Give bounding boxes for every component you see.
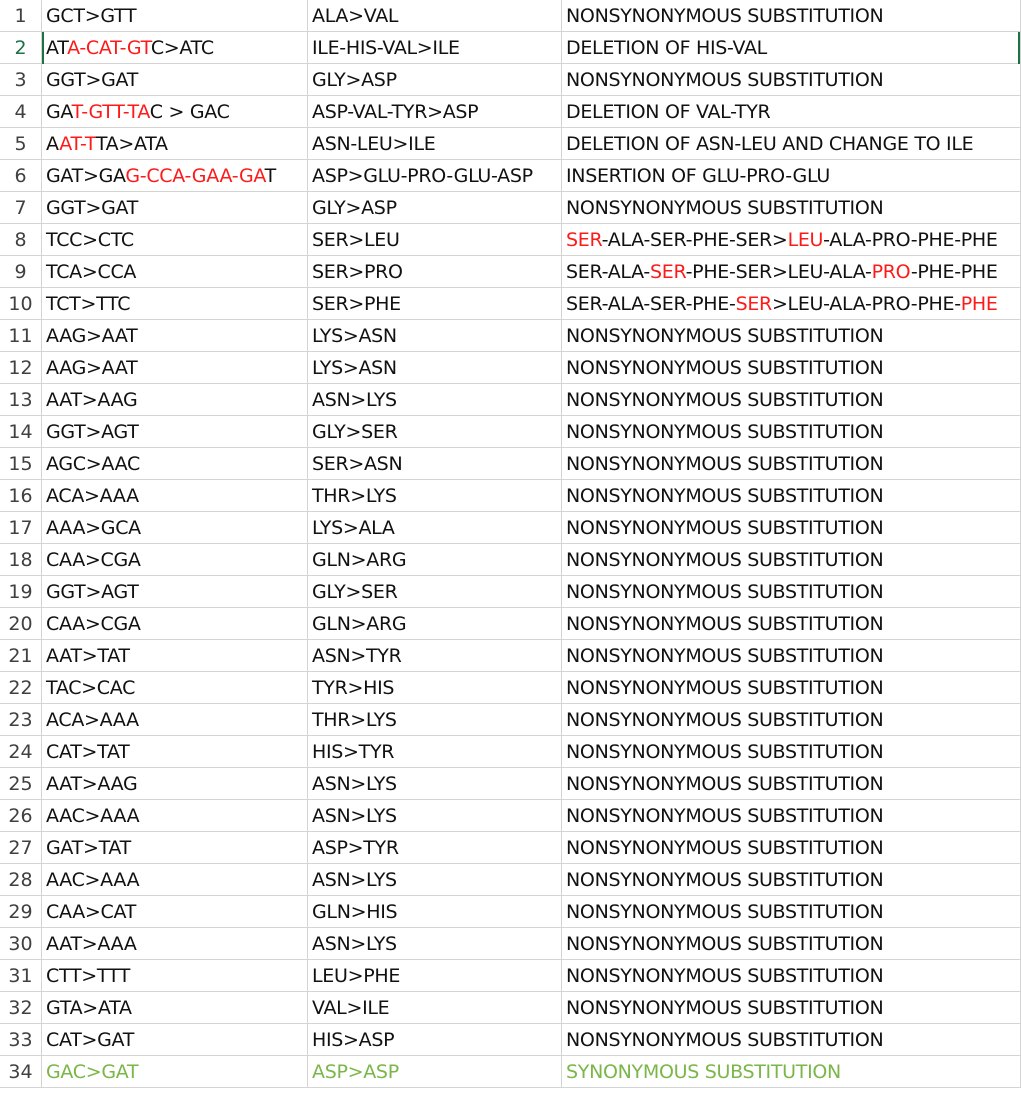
effect-cell[interactable] <box>562 608 1021 640</box>
amino-acid-cell[interactable] <box>308 800 562 832</box>
codon-cell[interactable] <box>42 736 308 768</box>
cell-text: AAC>AAA <box>46 805 140 827</box>
highlighted-text: SER <box>735 293 772 315</box>
codon-cell[interactable] <box>42 928 308 960</box>
cell-text: AAT>AAG <box>46 773 138 795</box>
effect-cell[interactable] <box>562 800 1021 832</box>
table-row <box>0 608 1021 640</box>
cell-text: GTA>ATA <box>46 997 132 1019</box>
highlighted-text: SER <box>566 229 602 251</box>
cell-text: NONSYNONYMOUS SUBSTITUTION <box>566 997 884 1019</box>
row-header[interactable]: 12 <box>0 352 42 384</box>
cell-text: GA <box>46 101 72 123</box>
table-row <box>0 64 1021 96</box>
cell-text: ASP-VAL-TYR>ASP <box>312 101 479 123</box>
cell-text: CAA>CGA <box>46 549 141 571</box>
cell-text: AT <box>46 37 68 59</box>
amino-acid-cell[interactable] <box>308 32 562 64</box>
row-header[interactable]: 31 <box>0 960 42 992</box>
table-row <box>0 640 1021 672</box>
table-row <box>0 832 1021 864</box>
highlighted-text: AT-T <box>59 133 96 155</box>
cell-text: GAT>GA <box>46 165 126 187</box>
effect-cell[interactable] <box>562 832 1021 864</box>
effect-cell[interactable] <box>562 480 1021 512</box>
cell-text: ASN>LYS <box>312 389 397 411</box>
effect-cell[interactable] <box>562 512 1021 544</box>
cell-text: NONSYNONYMOUS SUBSTITUTION <box>566 805 884 827</box>
codon-cell[interactable] <box>42 608 308 640</box>
cell-text: SER>LEU <box>312 229 400 251</box>
codon-cell[interactable] <box>42 896 308 928</box>
effect-cell[interactable] <box>562 576 1021 608</box>
codon-cell[interactable] <box>42 864 308 896</box>
row-header[interactable]: 2 <box>0 32 42 64</box>
amino-acid-cell[interactable] <box>308 1024 562 1056</box>
cell-text: -PHE-SER>LEU-ALA- <box>685 261 872 283</box>
effect-cell[interactable] <box>562 416 1021 448</box>
amino-acid-cell[interactable] <box>308 544 562 576</box>
cell-text: TYR>HIS <box>312 677 395 699</box>
highlighted-text: G-CCA-GAA-GA <box>125 165 265 187</box>
table-row <box>0 992 1021 1024</box>
row-header[interactable]: 20 <box>0 608 42 640</box>
row-header[interactable]: 18 <box>0 544 42 576</box>
amino-acid-cell[interactable] <box>308 672 562 704</box>
amino-acid-cell[interactable] <box>308 224 562 256</box>
table-row <box>0 864 1021 896</box>
highlighted-text: PHE <box>960 293 998 315</box>
cell-text: ALA>VAL <box>312 5 399 27</box>
table-row <box>0 224 1021 256</box>
amino-acid-cell[interactable] <box>308 128 562 160</box>
cell-text: ASP>GLU-PRO-GLU-ASP <box>312 165 533 187</box>
cell-text: NONSYNONYMOUS SUBSTITUTION <box>566 69 884 91</box>
row-header[interactable]: 9 <box>0 256 42 288</box>
cell-text: GGT>GAT <box>46 197 139 219</box>
cell-text: NONSYNONYMOUS SUBSTITUTION <box>566 645 884 667</box>
codon-cell[interactable] <box>42 512 308 544</box>
table-row <box>0 512 1021 544</box>
cell-text: AAT>AAG <box>46 389 138 411</box>
amino-acid-cell[interactable] <box>308 160 562 192</box>
cell-text: ACA>AAA <box>46 485 139 507</box>
highlighted-text: PRO <box>871 261 911 283</box>
effect-cell[interactable] <box>562 1024 1021 1056</box>
codon-cell[interactable] <box>42 480 308 512</box>
effect-cell[interactable] <box>562 960 1021 992</box>
cell-text: AAA>GCA <box>46 517 141 539</box>
effect-cell[interactable] <box>562 1056 1021 1088</box>
effect-cell[interactable] <box>562 704 1021 736</box>
effect-cell[interactable] <box>562 896 1021 928</box>
row-header[interactable]: 30 <box>0 928 42 960</box>
effect-cell[interactable] <box>562 992 1021 1024</box>
cell-text: DELETION OF VAL-TYR <box>566 101 771 123</box>
amino-acid-cell[interactable] <box>308 704 562 736</box>
effect-cell[interactable] <box>562 352 1021 384</box>
cell-text: NONSYNONYMOUS SUBSTITUTION <box>566 581 884 603</box>
cell-text: GLN>ARG <box>312 613 407 635</box>
amino-acid-cell[interactable] <box>308 352 562 384</box>
amino-acid-cell[interactable] <box>308 192 562 224</box>
table-row <box>0 256 1021 288</box>
codon-cell[interactable] <box>42 128 308 160</box>
cell-text: CAT>TAT <box>46 741 130 763</box>
row-header[interactable]: 27 <box>0 832 42 864</box>
cell-text: NONSYNONYMOUS SUBSTITUTION <box>566 869 884 891</box>
cell-text: LYS>ASN <box>312 325 397 347</box>
cell-text: ASP>ASP <box>312 1061 399 1083</box>
cell-text: NONSYNONYMOUS SUBSTITUTION <box>566 965 884 987</box>
cell-text: ASP>TYR <box>312 837 399 859</box>
amino-acid-cell[interactable] <box>308 896 562 928</box>
table-row <box>0 544 1021 576</box>
amino-acid-cell[interactable] <box>308 640 562 672</box>
codon-cell[interactable] <box>42 64 308 96</box>
row-header[interactable]: 15 <box>0 448 42 480</box>
row-header[interactable]: 33 <box>0 1024 42 1056</box>
amino-acid-cell[interactable] <box>308 736 562 768</box>
row-header[interactable]: 7 <box>0 192 42 224</box>
cell-text: GLY>SER <box>312 581 398 603</box>
codon-cell[interactable] <box>42 672 308 704</box>
row-header[interactable]: 19 <box>0 576 42 608</box>
cell-text: GLY>ASP <box>312 69 397 91</box>
effect-cell[interactable] <box>562 320 1021 352</box>
cell-text: NONSYNONYMOUS SUBSTITUTION <box>566 741 884 763</box>
codon-cell[interactable] <box>42 256 308 288</box>
table-row <box>0 800 1021 832</box>
codon-cell[interactable] <box>42 992 308 1024</box>
cell-text: ASN>LYS <box>312 869 397 891</box>
cell-text: T <box>264 165 276 187</box>
effect-cell[interactable] <box>562 640 1021 672</box>
row-header[interactable]: 4 <box>0 96 42 128</box>
cell-text: -ALA-PRO-PHE-PHE <box>823 229 998 251</box>
table-row <box>0 896 1021 928</box>
table-row <box>0 32 1021 64</box>
codon-cell[interactable] <box>42 768 308 800</box>
codon-cell[interactable] <box>42 416 308 448</box>
codon-cell[interactable] <box>42 288 308 320</box>
codon-cell[interactable] <box>42 448 308 480</box>
table-row <box>0 288 1021 320</box>
amino-acid-cell[interactable] <box>308 576 562 608</box>
cell-text: NONSYNONYMOUS SUBSTITUTION <box>566 1029 884 1051</box>
row-header[interactable]: 26 <box>0 800 42 832</box>
amino-acid-cell[interactable] <box>308 608 562 640</box>
highlighted-text: T-GTT-TA <box>71 101 150 123</box>
effect-cell[interactable] <box>562 768 1021 800</box>
cell-text: INSERTION OF GLU-PRO-GLU <box>566 165 830 187</box>
codon-cell[interactable] <box>42 1056 308 1088</box>
row-header[interactable]: 23 <box>0 704 42 736</box>
row-header[interactable]: 16 <box>0 480 42 512</box>
cell-text: NONSYNONYMOUS SUBSTITUTION <box>566 933 884 955</box>
table-row <box>0 704 1021 736</box>
cell-text: GCT>GTT <box>46 5 137 27</box>
table-row <box>0 672 1021 704</box>
cell-text: LEU>PHE <box>312 965 401 987</box>
table-row <box>0 0 1021 32</box>
cell-text: SER>PRO <box>312 261 403 283</box>
codon-cell[interactable] <box>42 160 308 192</box>
cell-text: A <box>46 133 60 155</box>
table-row <box>0 928 1021 960</box>
effect-cell[interactable] <box>562 160 1021 192</box>
cell-text: NONSYNONYMOUS SUBSTITUTION <box>566 901 884 923</box>
cell-text: THR>LYS <box>312 709 397 731</box>
cell-text: NONSYNONYMOUS SUBSTITUTION <box>566 453 884 475</box>
table-row <box>0 576 1021 608</box>
cell-text: NONSYNONYMOUS SUBSTITUTION <box>566 549 884 571</box>
cell-text: GLY>ASP <box>312 197 397 219</box>
effect-cell[interactable] <box>562 224 1021 256</box>
codon-cell[interactable] <box>42 224 308 256</box>
cell-text: TCT>TTC <box>46 293 131 315</box>
amino-acid-cell[interactable] <box>308 992 562 1024</box>
effect-cell[interactable] <box>562 736 1021 768</box>
codon-cell[interactable] <box>42 576 308 608</box>
cell-text: -ALA-SER-PHE-SER> <box>601 229 788 251</box>
row-header[interactable]: 17 <box>0 512 42 544</box>
effect-cell[interactable] <box>562 128 1021 160</box>
cell-text: ASN-LEU>ILE <box>312 133 436 155</box>
row-header[interactable]: 28 <box>0 864 42 896</box>
cell-text: C>ATC <box>150 37 214 59</box>
cell-text: GAC>GAT <box>46 1061 139 1083</box>
codon-cell[interactable] <box>42 320 308 352</box>
effect-cell[interactable] <box>562 384 1021 416</box>
cell-text: SER>PHE <box>312 293 401 315</box>
cell-text: NONSYNONYMOUS SUBSTITUTION <box>566 421 884 443</box>
highlighted-text: LEU <box>787 229 824 251</box>
table-row <box>0 96 1021 128</box>
table-row <box>0 192 1021 224</box>
effect-cell[interactable] <box>562 864 1021 896</box>
table-row <box>0 384 1021 416</box>
cell-text: THR>LYS <box>312 485 397 507</box>
effect-cell[interactable] <box>562 32 1021 64</box>
cell-text: SYNONYMOUS SUBSTITUTION <box>566 1061 841 1083</box>
cell-text: NONSYNONYMOUS SUBSTITUTION <box>566 485 884 507</box>
amino-acid-cell[interactable] <box>308 96 562 128</box>
amino-acid-cell[interactable] <box>308 928 562 960</box>
cell-text: -PHE-PHE <box>910 261 998 283</box>
cell-text: TA>ATA <box>95 133 168 155</box>
codon-cell[interactable] <box>42 640 308 672</box>
cell-text: ACA>AAA <box>46 709 139 731</box>
cell-text: GLN>ARG <box>312 549 407 571</box>
cell-text: NONSYNONYMOUS SUBSTITUTION <box>566 357 884 379</box>
row-header[interactable]: 11 <box>0 320 42 352</box>
amino-acid-cell[interactable] <box>308 320 562 352</box>
cell-text: SER>ASN <box>312 453 403 475</box>
amino-acid-cell[interactable] <box>308 384 562 416</box>
cell-text: ASN>LYS <box>312 933 397 955</box>
amino-acid-cell[interactable] <box>308 288 562 320</box>
row-header[interactable]: 13 <box>0 384 42 416</box>
codon-cell[interactable] <box>42 96 308 128</box>
cell-text: GGT>AGT <box>46 421 139 443</box>
codon-cell[interactable] <box>42 960 308 992</box>
cell-text: CAA>CAT <box>46 901 137 923</box>
cell-text: GGT>GAT <box>46 69 139 91</box>
cell-text: AAG>AAT <box>46 325 138 347</box>
cell-text: CAT>GAT <box>46 1029 135 1051</box>
cell-text: ASN>TYR <box>312 645 402 667</box>
cell-text: TCA>CCA <box>46 261 137 283</box>
amino-acid-cell[interactable] <box>308 960 562 992</box>
row-header[interactable]: 5 <box>0 128 42 160</box>
amino-acid-cell[interactable] <box>308 864 562 896</box>
cell-text: AGC>AAC <box>46 453 140 475</box>
codon-cell[interactable] <box>42 1024 308 1056</box>
amino-acid-cell[interactable] <box>308 512 562 544</box>
effect-cell[interactable] <box>562 544 1021 576</box>
table-row <box>0 320 1021 352</box>
row-header[interactable]: 21 <box>0 640 42 672</box>
cell-text: SER-ALA- <box>566 261 650 283</box>
row-header[interactable]: 22 <box>0 672 42 704</box>
cell-text: HIS>ASP <box>312 1029 395 1051</box>
table-row <box>0 1024 1021 1056</box>
amino-acid-cell[interactable] <box>308 0 562 32</box>
cell-text: CAA>CGA <box>46 613 141 635</box>
table-row <box>0 768 1021 800</box>
selection-left-edge <box>42 32 44 64</box>
cell-text: C > GAC <box>149 101 230 123</box>
cell-text: CTT>TTT <box>46 965 131 987</box>
cell-text: HIS>TYR <box>312 741 395 763</box>
codon-cell[interactable] <box>42 32 308 64</box>
cell-text: TCC>CTC <box>46 229 134 251</box>
table-row <box>0 160 1021 192</box>
cell-text: LYS>ASN <box>312 357 397 379</box>
effect-cell[interactable] <box>562 672 1021 704</box>
effect-cell[interactable] <box>562 192 1021 224</box>
effect-cell[interactable] <box>562 928 1021 960</box>
amino-acid-cell[interactable] <box>308 832 562 864</box>
table-row <box>0 736 1021 768</box>
amino-acid-cell[interactable] <box>308 256 562 288</box>
cell-text: >LEU-ALA-PRO-PHE- <box>771 293 961 315</box>
cell-text: NONSYNONYMOUS SUBSTITUTION <box>566 389 884 411</box>
row-header[interactable]: 8 <box>0 224 42 256</box>
cell-text: SER-ALA-SER-PHE- <box>566 293 736 315</box>
cell-text: GGT>AGT <box>46 581 139 603</box>
cell-text: NONSYNONYMOUS SUBSTITUTION <box>566 773 884 795</box>
selection-right-edge <box>1018 32 1020 64</box>
row-header[interactable]: 6 <box>0 160 42 192</box>
cell-text: ASN>LYS <box>312 805 397 827</box>
amino-acid-cell[interactable] <box>308 768 562 800</box>
cell-text: NONSYNONYMOUS SUBSTITUTION <box>566 613 884 635</box>
table-row <box>0 352 1021 384</box>
highlighted-text: A-CAT-GT <box>67 37 151 59</box>
cell-text: NONSYNONYMOUS SUBSTITUTION <box>566 709 884 731</box>
cell-text: AAG>AAT <box>46 357 138 379</box>
codon-cell[interactable] <box>42 384 308 416</box>
amino-acid-cell[interactable] <box>308 64 562 96</box>
effect-cell[interactable] <box>562 96 1021 128</box>
table-row <box>0 1056 1021 1088</box>
cell-text: GLN>HIS <box>312 901 398 923</box>
row-header[interactable]: 14 <box>0 416 42 448</box>
row-header[interactable]: 1 <box>0 0 42 32</box>
row-header[interactable]: 10 <box>0 288 42 320</box>
cell-text: TAC>CAC <box>46 677 136 699</box>
codon-cell[interactable] <box>42 352 308 384</box>
amino-acid-cell[interactable] <box>308 416 562 448</box>
cell-text: AAT>AAA <box>46 933 137 955</box>
effect-cell[interactable] <box>562 448 1021 480</box>
cell-text: AAT>TAT <box>46 645 130 667</box>
cell-text: ASN>LYS <box>312 773 397 795</box>
effect-cell[interactable] <box>562 64 1021 96</box>
row-header[interactable]: 32 <box>0 992 42 1024</box>
row-header[interactable]: 29 <box>0 896 42 928</box>
codon-cell[interactable] <box>42 704 308 736</box>
cell-text: NONSYNONYMOUS SUBSTITUTION <box>566 837 884 859</box>
codon-cell[interactable] <box>42 0 308 32</box>
cell-text: ILE-HIS-VAL>ILE <box>312 37 460 59</box>
table-row <box>0 480 1021 512</box>
highlighted-text: SER <box>650 261 686 283</box>
effect-cell[interactable] <box>562 0 1021 32</box>
codon-cell[interactable] <box>42 800 308 832</box>
cell-text: LYS>ALA <box>312 517 395 539</box>
codon-cell[interactable] <box>42 832 308 864</box>
cell-text: VAL>ILE <box>312 997 390 1019</box>
row-header[interactable]: 34 <box>0 1056 42 1088</box>
cell-text: NONSYNONYMOUS SUBSTITUTION <box>566 517 884 539</box>
cell-text: NONSYNONYMOUS SUBSTITUTION <box>566 677 884 699</box>
row-header[interactable]: 25 <box>0 768 42 800</box>
table-row <box>0 960 1021 992</box>
cell-text: NONSYNONYMOUS SUBSTITUTION <box>566 325 884 347</box>
effect-cell[interactable] <box>562 256 1021 288</box>
table-row <box>0 448 1021 480</box>
table-row <box>0 416 1021 448</box>
amino-acid-cell[interactable] <box>308 1056 562 1088</box>
codon-cell[interactable] <box>42 192 308 224</box>
cell-text: NONSYNONYMOUS SUBSTITUTION <box>566 197 884 219</box>
amino-acid-cell[interactable] <box>308 448 562 480</box>
cell-text: NONSYNONYMOUS SUBSTITUTION <box>566 5 884 27</box>
row-header[interactable]: 3 <box>0 64 42 96</box>
amino-acid-cell[interactable] <box>308 480 562 512</box>
cell-text: AAC>AAA <box>46 869 140 891</box>
table-row <box>0 128 1021 160</box>
cell-text: GLY>SER <box>312 421 398 443</box>
codon-cell[interactable] <box>42 544 308 576</box>
row-header[interactable]: 24 <box>0 736 42 768</box>
cell-text: GAT>TAT <box>46 837 131 859</box>
effect-cell[interactable] <box>562 288 1021 320</box>
cell-text: DELETION OF ASN-LEU AND CHANGE TO ILE <box>566 133 974 155</box>
cell-text: DELETION OF HIS-VAL <box>566 37 767 59</box>
